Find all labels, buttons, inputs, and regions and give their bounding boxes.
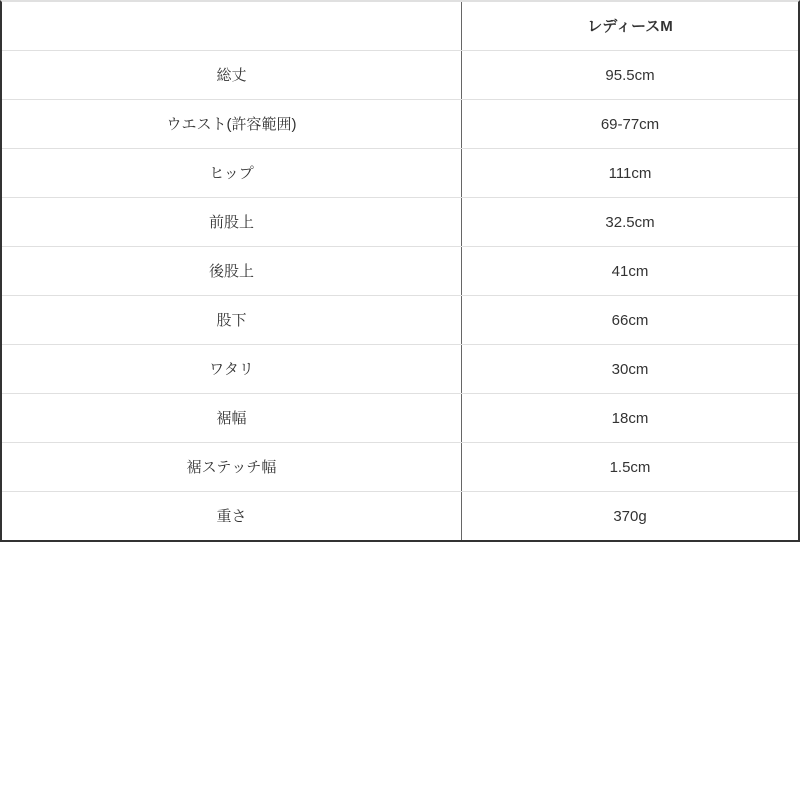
row-label: 総丈 [2, 51, 462, 99]
row-value: 41cm [611, 262, 649, 280]
row-value: 111cm [608, 164, 652, 182]
row-value: 18cm [611, 409, 649, 427]
row-value: 370g [613, 507, 647, 525]
table-row [2, 491, 798, 540]
row-label: 股下 [2, 296, 462, 344]
row-label: 重さ [2, 492, 462, 540]
row-label: 裾幅 [2, 394, 462, 442]
row-value: 30cm [611, 360, 649, 378]
row-label: ウエスト(許容範囲) [2, 100, 462, 148]
table-header-row [2, 2, 798, 50]
row-value: 95.5cm [605, 66, 655, 84]
table-row [2, 295, 798, 344]
row-value: 1.5cm [609, 458, 651, 476]
table-row [2, 344, 798, 393]
row-label: 後股上 [2, 247, 462, 295]
table-row [2, 50, 798, 99]
header-empty-cell [2, 2, 462, 50]
table-row [2, 148, 798, 197]
table-row [2, 442, 798, 491]
row-label: ワタリ [2, 345, 462, 393]
row-label: 裾ステッチ幅 [2, 443, 462, 491]
header-size-label: レディースM [587, 17, 673, 35]
row-label: 前股上 [2, 198, 462, 246]
table-row [2, 99, 798, 148]
row-value: 32.5cm [605, 213, 655, 231]
table-row [2, 393, 798, 442]
table-row [2, 197, 798, 246]
row-label: ヒップ [2, 149, 462, 197]
row-value: 69-77cm [600, 115, 660, 133]
row-value: 66cm [611, 311, 649, 329]
table-row [2, 246, 798, 295]
